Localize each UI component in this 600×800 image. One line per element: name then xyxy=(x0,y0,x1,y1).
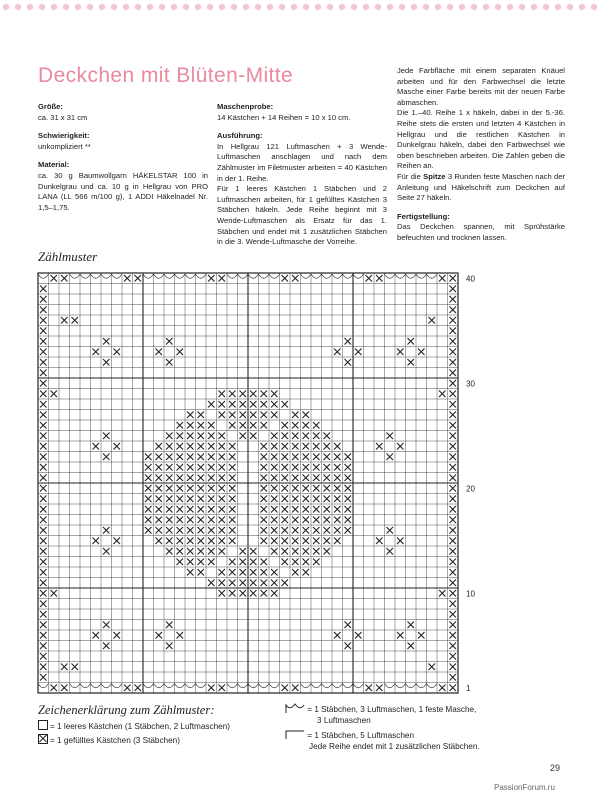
info-column-right xyxy=(397,66,565,252)
border-dot xyxy=(3,4,9,10)
rows-paragraph: Die 1.–40. Reihe 1 x häkeln, dabei in der 5.-36. Reihe stets die ersten und letzten 4 Kästchen in Hellgrau und die restlichen Kästchen in Dunkelgrau häkeln, dabei den Farbwechsel wie oben beschrieben arbeiten. Die Zahlen geben die Reihen an. xyxy=(397,108,565,171)
edging-text-suffix: 3 Runden feste Maschen nach der Anleitung und Häkelschrift zum Deckchen auf Seite 27 häkeln. xyxy=(397,171,565,203)
border-dot xyxy=(147,4,153,10)
border-dot xyxy=(87,4,93,10)
border-dot xyxy=(471,4,477,10)
instructions-paragraph-2: Für 1 leeres Kästchen 1 Stäbchen und 2 Luftmaschen arbeiten, für 1 gefülltes Kästchen 3 Stäbchen häkeln. Jede Reihe beginnt mit 3 Wende-Luftmaschen als Ersatz für das 1. Stäbchen und endet mit 1 zusätzlichen Stäbchen in die 3. Wende-Luftmasche der Vorreihe. xyxy=(217,184,387,247)
border-dot xyxy=(207,4,213,10)
difficulty-value: unkompliziert ** xyxy=(38,141,91,151)
material-label: Material: xyxy=(38,160,70,170)
legend-empty-text: = 1 leeres Kästchen (1 Stäbchen, 2 Luftmaschen) xyxy=(50,722,231,731)
page-number: 29 xyxy=(550,763,561,773)
border-dot xyxy=(183,4,189,10)
legend-arch-text: = 1 Stäbchen, 5 Luftmaschen xyxy=(307,731,415,740)
row-number-label: 10 xyxy=(466,589,475,599)
border-dot xyxy=(315,4,321,10)
border-dot xyxy=(135,4,141,10)
info-column-left xyxy=(38,102,208,221)
border-dot xyxy=(99,4,105,10)
finishing-value: Das Deckchen spannen, mit Sprühstärke befeuchten und trocknen lassen. xyxy=(397,222,565,242)
border-dot xyxy=(531,4,537,10)
material-value: ca. 30 g Baumwollgarn HÄKELSTAR 100 in Dunkelgrau und ca. 10 g in Hellgrau von PRO LANA (LL 566 m/100 g), 1 ADDI Häkelnadel Nr. 1,5–1,75. xyxy=(38,170,208,212)
border-dot xyxy=(423,4,429,10)
border-dot xyxy=(123,4,129,10)
border-dot xyxy=(219,4,225,10)
size-label: Größe: xyxy=(38,102,63,111)
border-dot xyxy=(267,4,273,10)
size-value: ca. 31 x 31 cm xyxy=(38,112,88,122)
border-dot xyxy=(591,4,597,10)
colorwork-paragraph: Jede Farbfläche mit einem separaten Knäuel arbeiten und für den Farbwechsel die letzte Masche einer Farbe bereits mit der neuen Farbe abmaschen. xyxy=(397,66,565,107)
gauge-value: 14 Kästchen + 14 Reihen = 10 x 10 cm. xyxy=(217,112,351,122)
border-dot xyxy=(27,4,33,10)
edging-keyword: Spitze xyxy=(423,171,446,181)
border-dot xyxy=(243,4,249,10)
border-dot xyxy=(111,4,117,10)
legend-picot-text-2: 3 Luftmaschen xyxy=(317,715,371,725)
legend-filled-text: = 1 gefülltes Kästchen (3 Stäbchen) xyxy=(50,736,180,745)
border-dot xyxy=(387,4,393,10)
legend-empty-row xyxy=(38,720,230,733)
legend-row-end-text: Jede Reihe endet mit 1 zusätzlichen Stäbchen. xyxy=(309,741,480,751)
border-dot xyxy=(75,4,81,10)
chain-arch-icon xyxy=(285,729,305,740)
legend-picot-text: = 1 Stäbchen, 3 Luftmaschen, 1 feste Masche, xyxy=(307,705,477,714)
border-dot xyxy=(495,4,501,10)
border-dot xyxy=(483,4,489,10)
border-dot xyxy=(327,4,333,10)
border-dot xyxy=(171,4,177,10)
instructions-paragraph-1: In Hellgrau 121 Luftmaschen + 3 Wende-Luftmaschen anschlagen und nach dem Zählmuster im Filetmuster arbeiten = 40 Kästchen in der 1. Reihe. xyxy=(217,141,387,183)
row-number-label: 40 xyxy=(466,274,475,284)
border-dot xyxy=(15,4,21,10)
border-dot xyxy=(159,4,165,10)
empty-square-icon xyxy=(38,720,48,730)
border-dot xyxy=(519,4,525,10)
legend-filled-row xyxy=(38,734,180,747)
border-dot xyxy=(375,4,381,10)
row-number-label: 20 xyxy=(466,484,475,494)
border-dot xyxy=(255,4,261,10)
border-dot xyxy=(63,4,69,10)
border-dot xyxy=(351,4,357,10)
info-column-middle xyxy=(217,102,387,256)
difficulty-label: Schwierigkeit: xyxy=(38,131,90,141)
border-dot xyxy=(555,4,561,10)
legend-title: Zeichenerklärung zum Zählmuster: xyxy=(38,703,215,717)
border-dot xyxy=(459,4,465,10)
border-dot xyxy=(579,4,585,10)
border-dot xyxy=(303,4,309,10)
border-dot xyxy=(363,4,369,10)
row-number-label: 1 xyxy=(466,683,471,693)
border-dot xyxy=(231,4,237,10)
border-dot xyxy=(51,4,57,10)
border-dot xyxy=(279,4,285,10)
border-dot xyxy=(411,4,417,10)
filled-square-icon xyxy=(38,734,48,744)
row-number-label: 30 xyxy=(466,379,475,389)
border-dot xyxy=(339,4,345,10)
instructions-label: Ausführung: xyxy=(217,131,263,141)
border-dot xyxy=(39,4,45,10)
border-dot xyxy=(567,4,573,10)
finishing-label: Fertigstellung: xyxy=(397,211,450,221)
border-dot xyxy=(543,4,549,10)
legend-picot-row xyxy=(285,703,476,726)
edging-text-prefix: Für die xyxy=(397,171,421,181)
border-dot xyxy=(195,4,201,10)
footer-watermark: PassionForum.ru xyxy=(494,783,555,792)
border-dot xyxy=(399,4,405,10)
border-dot xyxy=(447,4,453,10)
gauge-label: Maschenprobe: xyxy=(217,102,274,111)
picot-arc-icon xyxy=(285,703,305,714)
decorative-dot-border xyxy=(0,0,600,16)
filet-chart xyxy=(37,270,487,695)
border-dot xyxy=(507,4,513,10)
border-dot xyxy=(435,4,441,10)
legend-arch-row xyxy=(285,729,480,752)
border-dot xyxy=(291,4,297,10)
chart-heading: Zählmuster xyxy=(38,249,98,264)
page-title: Deckchen mit Blüten-Mitte xyxy=(38,64,294,87)
